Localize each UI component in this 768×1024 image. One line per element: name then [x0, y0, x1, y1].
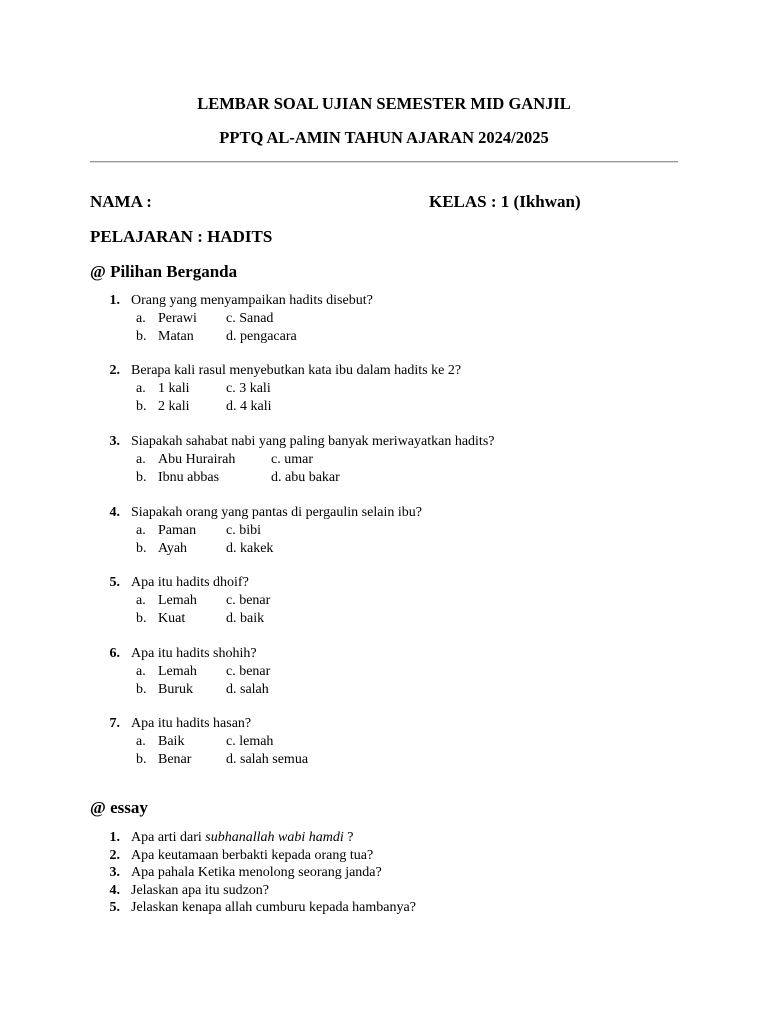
- option-c: c. benar: [226, 593, 271, 608]
- question-text: Siapakah sahabat nabi yang paling banyak meriwayatkan hadits?: [131, 434, 495, 449]
- option-d: d. kakek: [226, 541, 274, 556]
- essay-list: [0, 829, 768, 917]
- essay-number: 3.: [109, 865, 120, 880]
- option-c: c. bibi: [226, 523, 261, 538]
- essay-number: 4.: [109, 882, 120, 898]
- option-letter: b.: [136, 682, 147, 697]
- essay-text: Jelaskan apa itu sudzon?: [131, 882, 270, 898]
- question-item: [0, 645, 768, 699]
- option-letter: a.: [136, 452, 146, 467]
- question-item: [0, 574, 768, 628]
- essay-heading: @ essay: [90, 798, 148, 817]
- option-letter: b.: [136, 752, 147, 767]
- option-a: Lemah: [158, 664, 197, 679]
- option-letter: a.: [136, 311, 146, 326]
- question-number: 7.: [109, 716, 120, 731]
- option-b: Ayah: [158, 541, 188, 556]
- subject-label: PELAJARAN : HADITS: [90, 227, 273, 246]
- student-name-label: NAMA :: [90, 192, 152, 211]
- essay-item: [0, 864, 768, 882]
- question-text: Orang yang menyampaikan hadits disebut?: [131, 293, 373, 308]
- option-b: Buruk: [158, 682, 193, 697]
- option-b: 2 kali: [158, 399, 190, 414]
- header-divider: [90, 161, 678, 163]
- essay-item: [0, 882, 768, 900]
- essay-text-pre: Apa arti dari: [131, 830, 206, 845]
- essay-item: [0, 847, 768, 865]
- question-text: Apa itu hadits shohih?: [131, 646, 257, 661]
- question-item: [0, 715, 768, 769]
- option-c: c. lemah: [226, 734, 274, 749]
- essay-text: Jelaskan kenapa allah cumburu kepada hambanya?: [131, 900, 416, 915]
- multiple-choice-heading: @ Pilihan Berganda: [90, 262, 238, 281]
- option-c: c. umar: [271, 452, 313, 467]
- question-item: [0, 292, 768, 346]
- essay-text-post: ?: [343, 830, 354, 845]
- option-d: d. salah: [226, 682, 269, 697]
- question-item: [0, 433, 768, 487]
- essay-text: Apa pahala Ketika menolong seorang janda?: [131, 865, 382, 880]
- option-letter: b.: [136, 611, 147, 626]
- essay-number: 1.: [109, 830, 120, 845]
- option-d: d. abu bakar: [271, 470, 340, 485]
- question-text: Siapakah orang yang pantas di pergaulin selain ibu?: [131, 505, 422, 520]
- option-a: Baik: [158, 734, 185, 749]
- essay-item: [0, 899, 768, 917]
- option-a: Paman: [158, 523, 197, 538]
- option-letter: a.: [136, 523, 146, 538]
- option-a: Perawi: [158, 311, 197, 326]
- option-a: Abu Hurairah: [158, 452, 236, 467]
- question-item: [0, 504, 768, 558]
- question-number: 4.: [109, 505, 120, 520]
- option-c: c. 3 kali: [226, 381, 271, 396]
- option-d: d. salah semua: [226, 752, 309, 767]
- option-d: d. 4 kali: [226, 399, 272, 414]
- header-title-line1: LEMBAR SOAL UJIAN SEMESTER MID GANJIL: [197, 94, 571, 113]
- option-letter: a.: [136, 381, 146, 396]
- option-b: Ibnu abbas: [158, 470, 220, 485]
- header-title-line2: PPTQ AL-AMIN TAHUN AJARAN 2024/2025: [219, 128, 549, 147]
- essay-text: [131, 829, 353, 847]
- option-c: c. Sanad: [226, 311, 274, 326]
- essay-text-italic: subhanallah wabi hamdi: [205, 830, 344, 845]
- essay-text: Apa keutamaan berbakti kepada orang tua?: [131, 847, 374, 863]
- question-item: [0, 362, 768, 416]
- option-b: Benar: [158, 752, 192, 767]
- option-letter: b.: [136, 329, 147, 344]
- option-letter: a.: [136, 664, 146, 679]
- option-b: Kuat: [158, 611, 186, 626]
- option-d: d. baik: [226, 611, 265, 626]
- essay-number: 2.: [109, 847, 120, 863]
- question-number: 2.: [109, 363, 120, 378]
- question-number: 6.: [109, 646, 120, 661]
- essay-item: [0, 829, 768, 847]
- option-a: Lemah: [158, 593, 197, 608]
- question-number: 1.: [109, 293, 120, 308]
- option-d: d. pengacara: [226, 329, 297, 344]
- class-label: KELAS : 1 (Ikhwan): [429, 192, 581, 211]
- question-number: 5.: [109, 575, 120, 590]
- essay-number: 5.: [109, 900, 120, 915]
- option-b: Matan: [158, 329, 194, 344]
- option-letter: b.: [136, 399, 147, 414]
- question-number: 3.: [109, 434, 120, 449]
- option-letter: a.: [136, 734, 146, 749]
- option-letter: a.: [136, 593, 146, 608]
- question-text: Berapa kali rasul menyebutkan kata ibu dalam hadits ke 2?: [131, 363, 462, 378]
- option-letter: b.: [136, 470, 147, 485]
- option-a: 1 kali: [158, 381, 190, 396]
- question-text: Apa itu hadits dhoif?: [131, 575, 249, 590]
- option-letter: b.: [136, 541, 147, 556]
- question-text: Apa itu hadits hasan?: [131, 716, 252, 731]
- option-c: c. benar: [226, 664, 271, 679]
